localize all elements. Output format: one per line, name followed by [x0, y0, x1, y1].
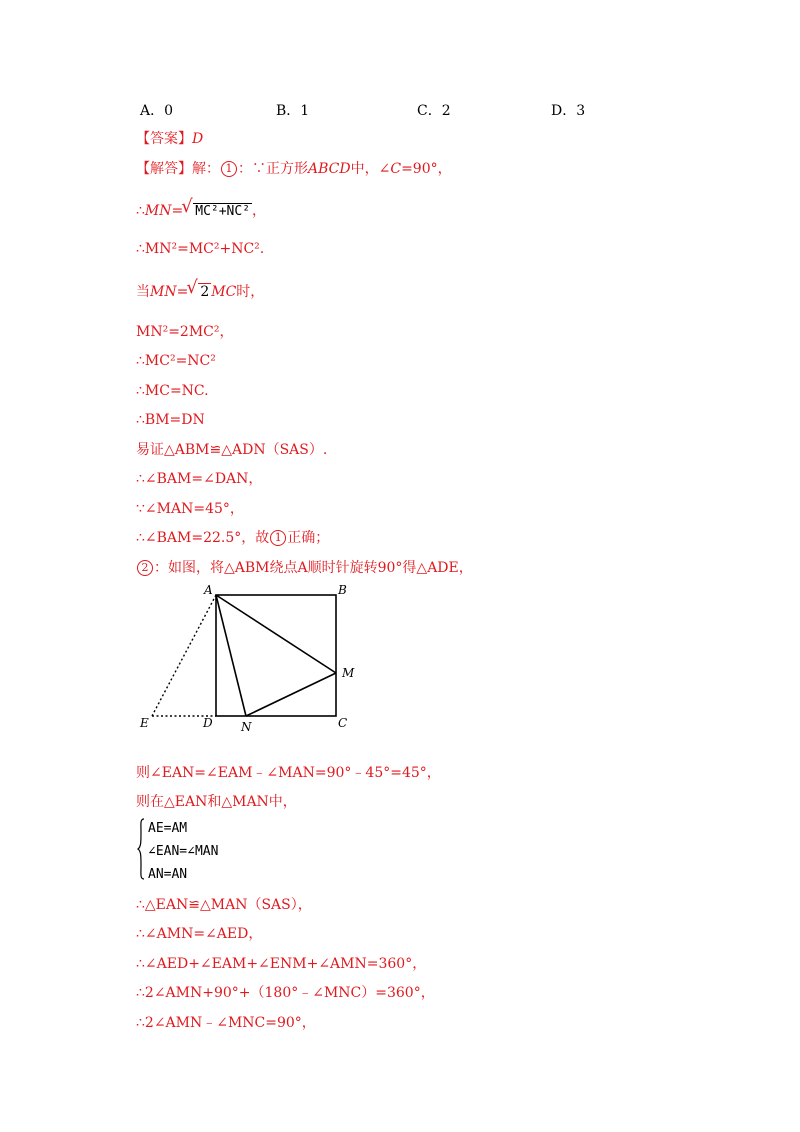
system-eq-1: AE=AM [148, 821, 188, 836]
left-brace [137, 818, 145, 880]
step-line-2: ∴MN=√ MC²+NC² ， [136, 202, 266, 221]
step-line-9: 易证△ABM≌△ADN（SAS）. [136, 442, 328, 458]
step-line-20: ∴2∠AMN﹣∠MNC=90°， [136, 1015, 316, 1031]
label-b: B [338, 583, 347, 597]
step-line-13: 2 ：如图，将△ABM绕点A顺时针旋转90°得△ADE， [136, 559, 473, 577]
label-n: N [241, 720, 252, 734]
label-e: E [140, 716, 149, 730]
step-line-11: ∵∠MAN=45°， [136, 501, 244, 517]
option-b: B．1 [276, 103, 310, 119]
segment-an [216, 595, 246, 716]
analysis-tag: 【解答】 [136, 161, 192, 177]
step-line-7: ∴MC=NC. [136, 383, 209, 399]
step-line-6: ∴MC²=NC² [136, 353, 216, 369]
system-eq-3: AN=AN [148, 867, 188, 882]
segment-mn [246, 673, 336, 716]
system-eq-2: ∠EAN=∠MAN [148, 844, 219, 859]
step-line-8: ∴BM=DN [136, 412, 205, 428]
step-line-16: ∴△EAN≌△MAN（SAS）， [136, 897, 312, 913]
analysis-line-1: 【解答】解： 1 ：∵正方形ABCD中，∠C=90°， [136, 161, 452, 177]
circled-number-2: 2 [137, 560, 153, 576]
step-line-3: ∴MN²=MC²+NC². [136, 241, 265, 257]
label-a: A [204, 583, 213, 597]
option-d: D．3 [551, 103, 586, 119]
sqrt-expression: √ MC²+NC² [183, 202, 252, 221]
answer-line [136, 130, 203, 148]
step-line-5: MN²=2MC²， [136, 324, 234, 340]
label-m: M [342, 666, 355, 680]
geometry-figure [130, 580, 370, 740]
answer-value: D [192, 131, 204, 147]
segment-am [216, 595, 336, 673]
step-line-10: ∴∠BAM=∠DAN， [136, 471, 263, 487]
label-d: D [203, 716, 213, 730]
step-line-19: ∴2∠AMN+90°+（180°﹣∠MNC）=360°， [136, 985, 435, 1001]
step-line-14: 则∠EAN=∠EAM﹣∠MAN=90°﹣45°=45°， [136, 765, 441, 781]
label-c: C [338, 716, 348, 730]
step-line-12: ∴∠BAM=22.5°，故 1 正确； [136, 530, 330, 546]
option-a: A．0 [140, 103, 174, 119]
circled-number-1: 1 [270, 530, 286, 546]
segment-ae [152, 595, 216, 716]
step-line-15: 则在△EAN和△MAN中， [136, 794, 297, 810]
step-line-17: ∴∠AMN=∠AED， [136, 926, 263, 942]
sqrt-two: √ 2 [188, 283, 211, 301]
step-line-4: 当MN=√ 2 MC时， [136, 283, 264, 301]
circled-number-1: 1 [221, 161, 237, 177]
step-line-18: ∴∠AED+∠EAM+∠ENM+∠AMN=360°， [136, 956, 427, 972]
answer-tag: 【答案】 [136, 131, 192, 147]
option-c: C．2 [417, 103, 451, 119]
square-abcd [216, 595, 336, 716]
